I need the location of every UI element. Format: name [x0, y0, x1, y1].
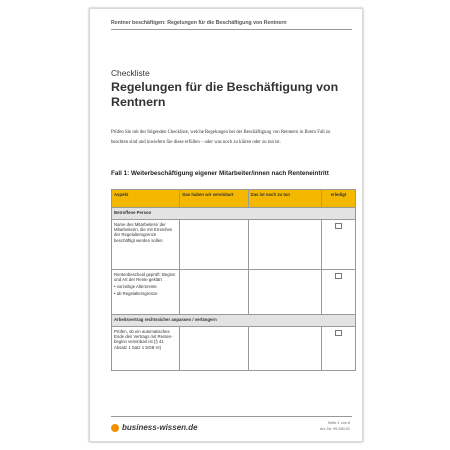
- done-cell: [321, 270, 355, 315]
- table-row: [112, 270, 356, 315]
- document-page: [89, 8, 363, 442]
- column-header-vereinbart: Das haben wir vereinbart: [180, 190, 248, 208]
- section-label-betroffene-person: Betroffene Person: [112, 208, 356, 220]
- done-checkbox[interactable]: [335, 223, 341, 229]
- column-header-aspekt: Aspekt: [112, 190, 180, 208]
- agreed-cell[interactable]: [180, 327, 248, 371]
- header-divider: [111, 29, 352, 30]
- done-cell: [321, 327, 355, 371]
- table-row: [112, 220, 356, 270]
- aspect-cell: [112, 270, 180, 315]
- table-header-row: [112, 190, 356, 208]
- document-title: Regelungen für die Beschäftigung von Rentnern: [111, 80, 339, 109]
- case-heading: Fall 1: Weiterbeschäftigung eigener Mitarbeiter/innen nach Renteneintritt: [111, 170, 329, 177]
- document-kicker: Checkliste: [111, 68, 150, 78]
- bullet-item: • vorzeitige Altersrente: [114, 283, 157, 289]
- aspect-cell: Prüfen, ob ein automatisches Ende des Vertrags mit Renten-beginn vereinbart ist (§ 41 Absatz 1 Satz 1 SGB VI): [112, 327, 180, 371]
- table-row: [112, 327, 356, 371]
- done-cell: [321, 220, 355, 270]
- done-checkbox[interactable]: [335, 330, 341, 336]
- column-header-erledigt: erledigt: [321, 190, 355, 208]
- done-checkbox[interactable]: [335, 273, 341, 279]
- page-number: Seite 1 von 6: [327, 421, 350, 425]
- agreed-cell[interactable]: [180, 220, 248, 270]
- bullet-item: • ab Regelaltersgrenze: [114, 290, 158, 296]
- todo-cell[interactable]: [248, 270, 321, 315]
- checklist-table: [111, 189, 356, 371]
- footer-meta: [320, 420, 350, 432]
- aspect-text: Rentenbescheid geprüft: Beginn und Art der Rente geklärt: [114, 272, 176, 283]
- section-row: [112, 208, 356, 220]
- running-head: Rentner beschäftigen: Regelungen für die Beschäftigung von Rentnern: [111, 20, 287, 26]
- intro-paragraph: Prüfen Sie mit der folgenden Checkliste, welche Regelungen bei der Beschäftigung von Rentnern in Ihrem Fall zu beachten sind und inwiefern Sie diese erfüllen – oder was noch zu klären oder zu tun ist.: [111, 130, 331, 145]
- aspect-cell: Name des Mitarbeiters/ der Mitarbeiterin, die mit Erreichen der Regelaltersgrenze beschäftigt werden sollen: [112, 220, 180, 270]
- section-label-arbeitsvertrag: Arbeitsvertrag rechtssicher anpassen / verlängern: [112, 315, 356, 327]
- business-wissen-logo: [111, 423, 198, 432]
- agreed-cell[interactable]: [180, 270, 248, 315]
- footer-divider: [111, 416, 352, 417]
- logo-text: business-wissen.de: [122, 423, 198, 432]
- article-number: Art.-Nr. 99.280.01: [320, 427, 350, 431]
- logo-dot-icon: [111, 424, 119, 432]
- todo-cell[interactable]: [248, 327, 321, 371]
- todo-cell[interactable]: [248, 220, 321, 270]
- column-header-zu-tun: Das ist noch zu tun: [248, 190, 321, 208]
- section-row: [112, 315, 356, 327]
